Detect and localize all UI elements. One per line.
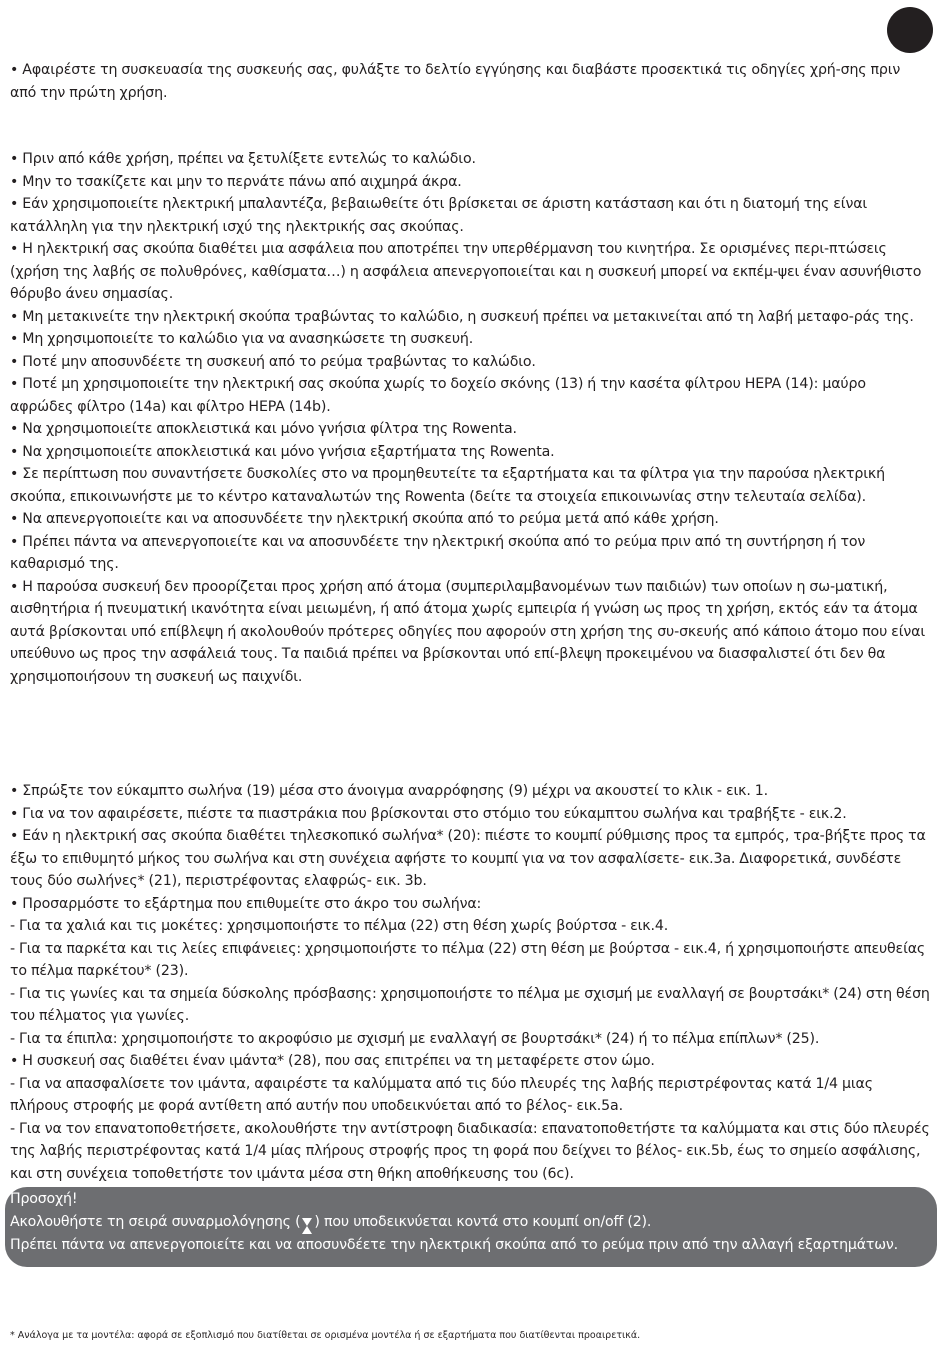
- safety-item: • Μην το τσακίζετε και μην το περνάτε πάνω από αιχμηρά άκρα.: [10, 173, 462, 190]
- footnote: * Ανάλογα με τα μοντέλα: αφορά σε εξοπλισμό που διατίθεται σε ορισμένα μοντέλα ή σε εξαρτήματα που διατίθενται προαιρετικά.: [10, 1330, 641, 1341]
- assembly-item: • Για να τον αφαιρέσετε, πιέστε τα πιαστράκια που βρίσκονται στο στόμιο του εύκαμπτου σωλήνα και τραβήξτε - εικ.2.: [10, 805, 847, 822]
- assembly-item: • Σπρώξτε τον εύκαμπτο σωλήνα (19) μέσα στο άνοιγμα αναρρόφησης (9) μέχρι να ακουστεί το κλικ - εικ. 1.: [10, 783, 768, 799]
- assembly-item: - Για τα χαλιά και τις μοκέτες: χρησιμοποιήστε το πέλμα (22) στη θέση χωρίς βούρτσα - εικ.4.: [10, 918, 669, 934]
- section-marker-dot: [887, 7, 933, 53]
- safety-item: • Σε περίπτωση που συναντήσετε δυσκολίες στο να προμηθευτείτε τα εξαρτήματα και τα φίλτρα για την παρούσα ηλεκτρική σκούπα, επικοινωνήστε με το κέντρο καταναλωτών της Rowenta (δείτε τα στοιχεία επικοινωνίας στην τελευταία σελίδα).: [10, 466, 885, 505]
- assembly-item: - Για τα παρκέτα και τις λείες επιφάνειες: χρησιμοποιήστε το πέλμα (22) στη θέση με βούρτσα - εικ.4, ή χρησιμοποιήστε απευθείας το πέλμα παρκέτου* (23).: [10, 940, 926, 979]
- hourglass-icon: [302, 1218, 312, 1226]
- notice-line-unplug: Πρέπει πάντα να απενεργοποιείτε και να αποσυνδέετε την ηλεκτρική σκούπα από το ρεύμα πριν από την αλλαγή εξαρτημάτων.: [10, 1237, 898, 1253]
- safety-item: • Πριν από κάθε χρήση, πρέπει να ξετυλίξετε εντελώς το καλώδιο.: [10, 151, 476, 167]
- assembly-item: - Για να τον επανατοποθετήσετε, ακολουθήστε την αντίστροφη διαδικασία: επανατοποθετήστε τα καλύμματα και στις δύο πλευρές της λαβής περιστρέφοντας κατά 1/4 μίας πλήρους στροφής προς τη φορά που δείχνει το βέλος- εικ.5b, έως το σημείο ασφάλισης, και στη συνέχεια τοποθετήστε τον ιμάντα μέσα στη θήκη αποθήκευσης του (6c).: [10, 1120, 930, 1182]
- assembly-instructions: [10, 780, 930, 1185]
- safety-item: • Να χρησιμοποιείτε αποκλειστικά και μόνο γνήσια φίλτρα της Rowenta.: [10, 421, 517, 437]
- assembly-item: - Για τις γωνίες και τα σημεία δύσκολης πρόσβασης: χρησιμοποιήστε το πέλμα με σχισμή με εναλλαγή σε βουρτσάκι* (24) στη θέση του πέλματος για γωνίες.: [10, 985, 930, 1024]
- safety-item: • Ποτέ μην αποσυνδέετε τη συσκευή από το ρεύμα τραβώντας το καλώδιο.: [10, 353, 536, 370]
- assembly-item: • Εάν η ηλεκτρική σας σκούπα διαθέτει τηλεσκοπικό σωλήνα* (20): πιέστε το κουμπί ρύθμισης προς τα εμπρός, τρα-βήξτε προς τα έξω το επιθυμητό μήκος του σωλήνα και στη συνέχεια αφήστε το κουμπί για να τον ασφαλίσετε- εικ.3a. Διαφορετικά, συνδέστε τους δύο σωλήνες* (21), περιστρέφοντας ελαφρώς- εικ. 3b.: [10, 828, 926, 889]
- caution-notice: [5, 1187, 937, 1267]
- notice-line1-before: Ακολουθήστε τη σειρά συναρμολόγησης (: [10, 1214, 301, 1230]
- notice-line-assembly-order: [10, 1211, 651, 1233]
- safety-item: • Να απενεργοποιείτε και να αποσυνδέετε την ηλεκτρική σκούπα από το ρεύμα μετά από κάθε χρήση.: [10, 511, 719, 527]
- safety-item: • Να χρησιμοποιείτε αποκλειστικά και μόνο γνήσια εξαρτήματα της Rowenta.: [10, 443, 555, 460]
- notice-line1-after: ) που υποδεικνύεται κοντά στο κουμπί on/off (2).: [314, 1214, 652, 1230]
- safety-item: • Μη χρησιμοποιείτε το καλώδιο για να ανασηκώσετε τη συσκευή.: [10, 331, 474, 347]
- assembly-item: - Για τα έπιπλα: χρησιμοποιήστε το ακροφύσιο με σχισμή με εναλλαγή σε βουρτσάκι* (24) ή το πέλμα επίπλων* (25).: [10, 1030, 820, 1047]
- safety-instructions: [10, 148, 930, 688]
- safety-item: • Η ηλεκτρική σας σκούπα διαθέτει μια ασφάλεια που αποτρέπει την υπερθέρμανση του κινητήρα. Σε ορισμένες περι-πτώσεις (χρήση της λαβής σε πολυθρόνες, καθίσματα…) η ασφάλεια απενεργοποιείται και η συσκευή μπορεί να εκπέμ-ψει έναν ασυνήθιστο θόρυβο άνευ σημασίας.: [10, 241, 922, 302]
- safety-item: • Εάν χρησιμοποιείτε ηλεκτρική μπαλαντέζα, βεβαιωθείτε ότι βρίσκεται σε άριστη κατάσταση και ότι η διατομή της είναι κατάλληλη για την ηλεκτρική ισχύ της ηλεκτρικής σας σκούπας.: [10, 196, 868, 235]
- safety-item: • Η παρούσα συσκευή δεν προορίζεται προς χρήση από άτομα (συμπεριλαμβανομένων των παιδιών) των οποίων η σω-ματική, αισθητήρια ή πνευματική ικανότητα είναι μειωμένη, ή από άτομα χωρίς εμπειρία ή γνώση ως προς τη χρήση, εκτός εάν τα άτομα αυτά βρίσκονται υπό επίβλεψη ή ακολουθούν πρότερες οδηγίες που αφορούν στη χρήση της συ-σκευής από κάποιο άτομο που είναι υπεύθυνο ως προς την ασφάλειά τους. Τα παιδιά πρέπει να βρίσκονται υπό επί-βλεψη προκειμένου να διασφαλιστεί ότι δεν θα χρησιμοποιήσουν τη συσκευή ως παιχνίδι.: [10, 578, 925, 685]
- notice-title: Προσοχή!: [10, 1191, 78, 1207]
- intro-section: [10, 59, 930, 104]
- safety-item: • Ποτέ μη χρησιμοποιείτε την ηλεκτρική σας σκούπα χωρίς το δοχείο σκόνης (13) ή την κασέτα φίλτρου HEPA (14): μαύρο αφρώδες φίλτρο (14a) και φίλτρο HEPA (14b).: [10, 376, 866, 415]
- intro-paragraph: • Αφαιρέστε τη συσκευασία της συσκευής σας, φυλάξτε το δελτίο εγγύησης και διαβάστε προσεκτικά τις οδηγίες χρή-σης πριν από την πρώτη χρήση.: [10, 62, 901, 101]
- assembly-item: • Η συσκευή σας διαθέτει έναν ιμάντα* (28), που σας επιτρέπει να τη μεταφέρετε στον ώμο.: [10, 1053, 655, 1069]
- safety-item: • Πρέπει πάντα να απενεργοποιείτε και να αποσυνδέετε την ηλεκτρική σκούπα από το ρεύμα πριν από τη συντήρηση ή τον καθαρισμό της.: [10, 533, 866, 572]
- assembly-item: • Προσαρμόστε το εξάρτημα που επιθυμείτε στο άκρο του σωλήνα:: [10, 895, 482, 912]
- assembly-item: - Για να απασφαλίσετε τον ιμάντα, αφαιρέστε τα καλύμματα από τις δύο πλευρές της λαβής περιστρέφοντας κατά 1/4 μιας πλήρους στροφής με φορά αντίθετη από αυτήν που υποδεικνύεται από το βέλος- εικ.5a.: [10, 1075, 873, 1114]
- safety-item: • Μη μετακινείτε την ηλεκτρική σκούπα τραβώντας το καλώδιο, η συσκευή πρέπει να μετακινείται από τη λαβή μεταφο-ράς της.: [10, 308, 914, 325]
